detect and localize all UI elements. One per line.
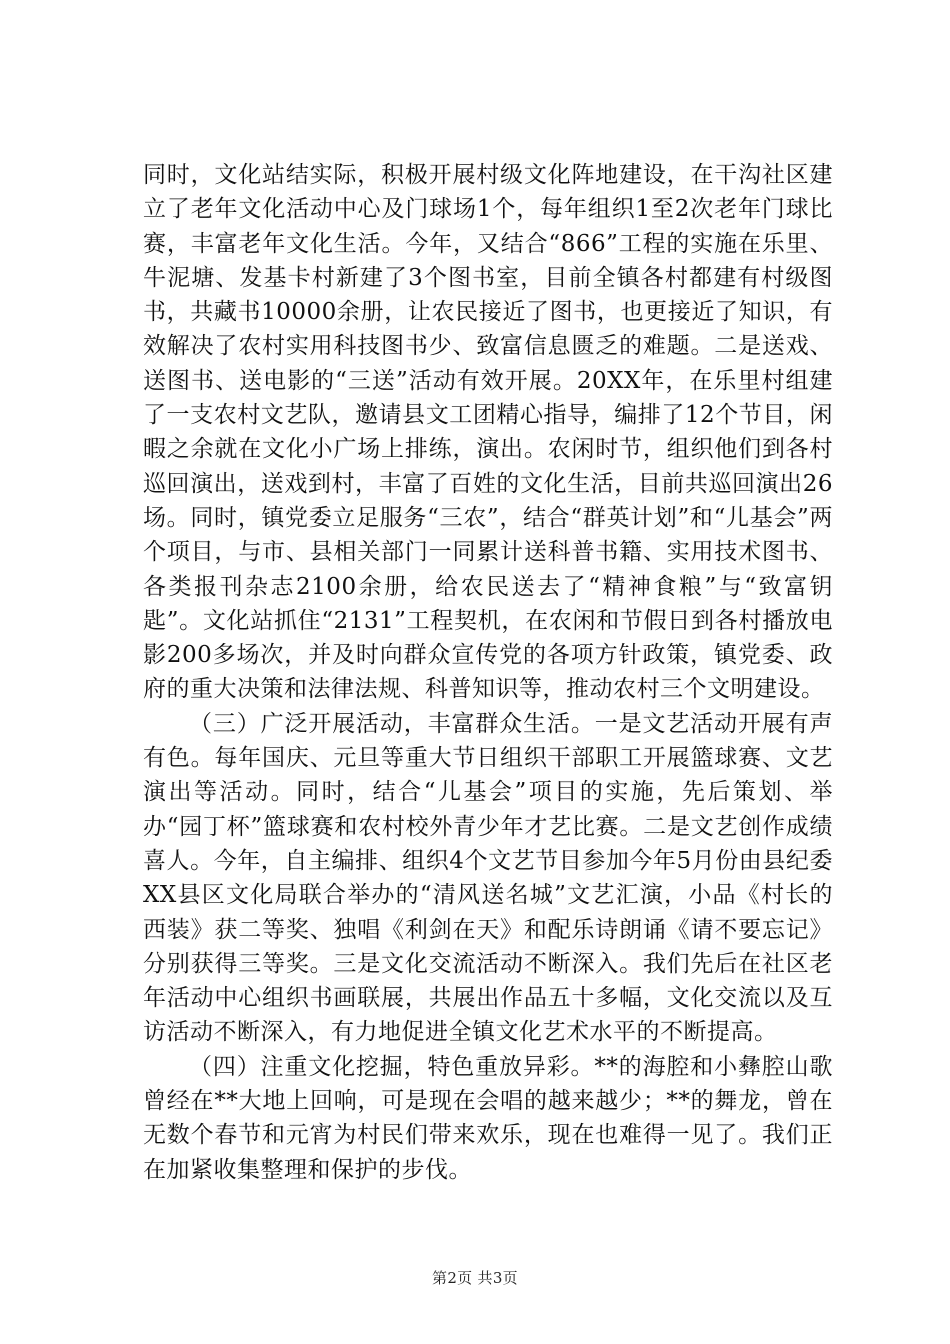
document-body [143,158,833,1187]
page-footer: 第2页 共3页 [432,1269,518,1287]
paragraph-1: 同时，文化站结实际，积极开展村级文化阵地建设，在干沟社区建立了老年文化活动中心及门球场1个，每年组织1至2次老年门球比赛，丰富老年文化生活。今年，又结合“866”工程的实施在乐里、牛泥塘、发基卡村新建了3个图书室，目前全镇各村都建有村级图书，共藏书10000余册，让农民接近了图书，也更接近了知识，有效解决了农村实用科技图书少、致富信息匮乏的难题。二是送戏、送图书、送电影的“三送”活动有效开展。20XX年，在乐里村组建了一支农村文艺队，邀请县文工团精心指导，编排了12个节目，闲暇之余就在文化小广场上排练，演出。农闲时节，组织他们到各村巡回演出，送戏到村，丰富了百姓的文化生活，目前共巡回演出26场。同时，镇党委立足服务“三农”，结合“群英计划”和“儿基会”两个项目，与市、县相关部门一同累计送科普书籍、实用技术图书、各类报刊杂志2100余册，给农民送去了“精神食粮”与“致富钥匙”。文化站抓住“2131”工程契机，在农闲和节假日到各村播放电影200多场次，并及时向群众宣传党的各项方针政策，镇党委、政府的重大决策和法律法规、科普知识等，推动农村三个文明建设。 [143,162,833,703]
paragraph-2: （三）广泛开展活动，丰富群众生活。一是文艺活动开展有声有色。每年国庆、元旦等重大节日组织干部职工开展篮球赛、文艺演出等活动。同时，结合“儿基会”项目的实施，先后策划、举办“园丁杯”篮球赛和农村校外青少年才艺比赛。二是文艺创作成绩喜人。今年，自主编排、组织4个文艺节目参加今年5月份由县纪委XX县区文化局联合举办的“清风送名城”文艺汇演，小品《村长的西装》获二等奖、独唱《利剑在天》和配乐诗朗诵《请不要忘记》分别获得三等奖。三是文化交流活动不断深入。我们先后在社区老年活动中心组织书画联展，共展出作品五十多幅，文化交流以及互访活动不断深入，有力地促进全镇文化艺术水平的不断提高。 [143,710,833,1046]
paragraph-3: （四）注重文化挖掘，特色重放异彩。**的海腔和小彝腔山歌曾经在**大地上回响，可是现在会唱的越来越少；**的舞龙，曾在无数个春节和元宵为村民们带来欢乐，现在也难得一见了。我们正在加紧收集整理和保护的步伐。 [143,1053,833,1183]
